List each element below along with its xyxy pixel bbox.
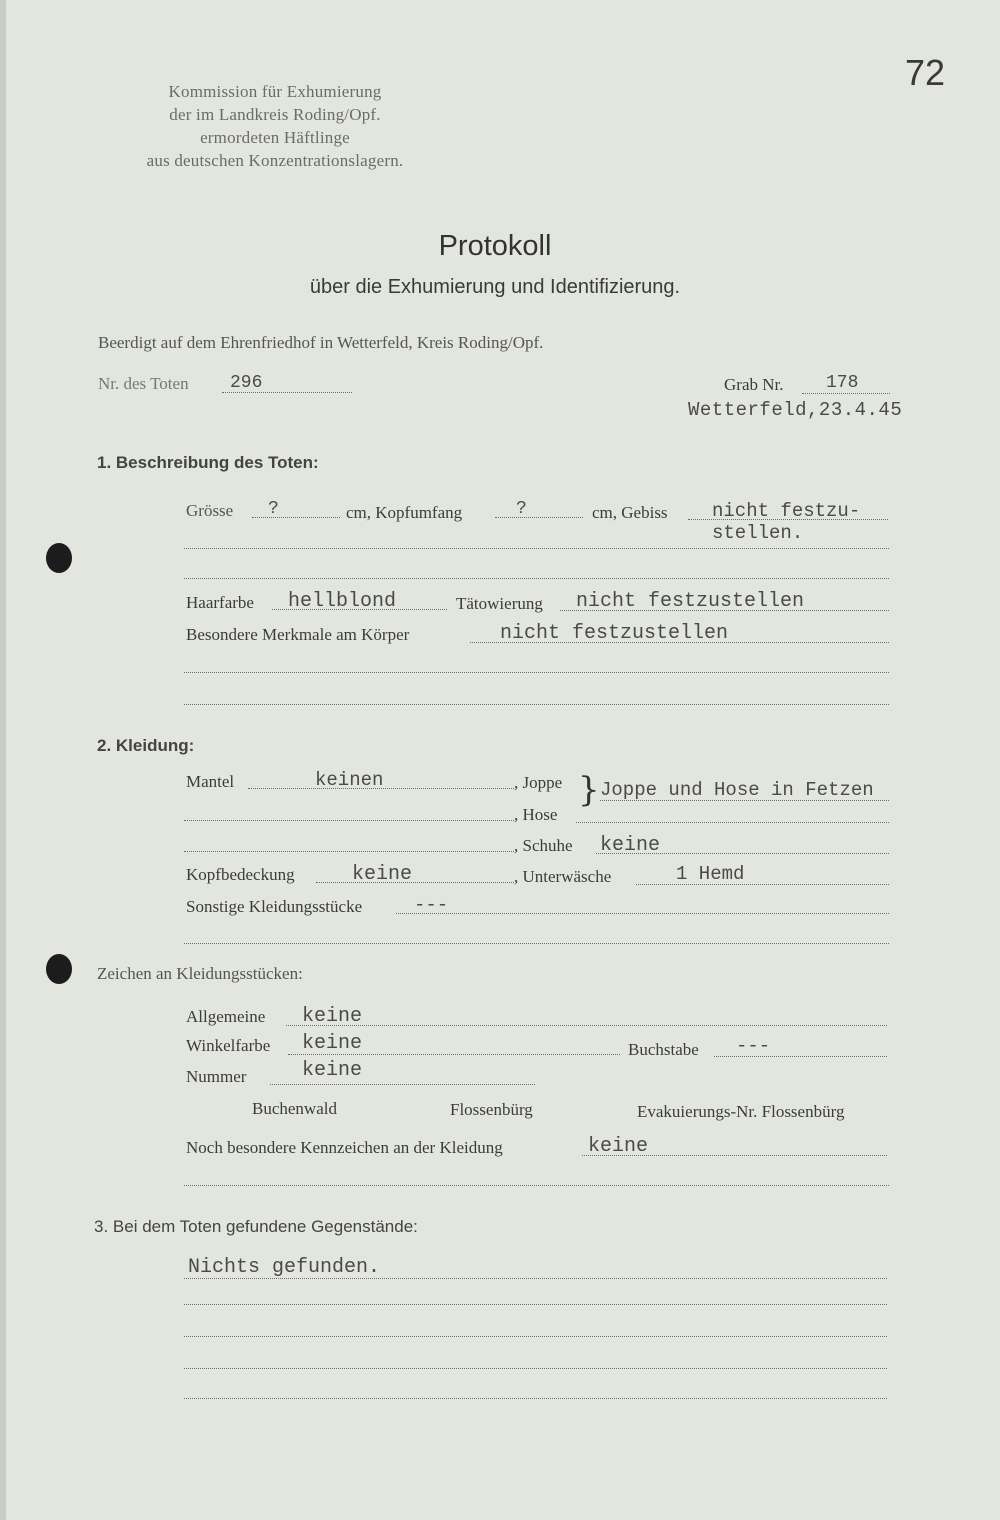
underwear-label: , Unterwäsche — [514, 867, 612, 886]
flossenbuerg-column-label: Flossenbürg — [450, 1100, 533, 1119]
page-title: Protokoll — [438, 230, 552, 262]
head-circumference-label: cm, Kopfumfang — [346, 503, 463, 522]
place-date: Wetterfeld,23.4.45 — [688, 399, 903, 421]
dead-number-value: 296 — [230, 373, 263, 393]
buchenwald-column-label: Buchenwald — [252, 1099, 337, 1118]
grave-number-label: Grab Nr. — [724, 375, 784, 394]
special-marks-label: Besondere Merkmale am Körper — [186, 625, 410, 644]
clothing-marks-heading: Zeichen an Kleidungsstücken: — [97, 964, 303, 983]
punch-hole — [46, 954, 72, 984]
section-1-heading: 1. Beschreibung des Toten: — [97, 453, 319, 472]
jacket-label: , Joppe — [514, 773, 563, 792]
special-marks-clothing-value: keine — [588, 1135, 649, 1158]
number-label: Nummer — [186, 1067, 247, 1086]
header-line: Kommission für Exhumierung — [168, 82, 382, 101]
burial-line: Beerdigt auf dem Ehrenfriedhof in Wetterfeld, Kreis Roding/Opf. — [98, 333, 544, 352]
special-marks-value: nicht festzustellen — [500, 622, 729, 645]
size-label: Grösse — [186, 501, 234, 520]
header-line: ermordeten Häftlinge — [200, 128, 350, 147]
special-marks-clothing-label: Noch besondere Kennzeichen an der Kleidung — [186, 1138, 503, 1157]
other-clothing-value: --- — [414, 894, 449, 916]
grave-number-value: 178 — [826, 373, 859, 393]
hair-color-label: Haarfarbe — [186, 593, 254, 612]
other-clothing-label: Sonstige Kleidungsstücke — [186, 897, 363, 916]
triangle-color-value: keine — [302, 1032, 363, 1055]
shoes-value: keine — [600, 834, 661, 857]
triangle-color-label: Winkelfarbe — [186, 1036, 271, 1055]
evacuation-column-label: Evakuierungs-Nr. Flossenbürg — [637, 1102, 845, 1121]
size-value: ? — [268, 499, 279, 519]
jacket-trousers-value: Joppe und Hose in Fetzen — [600, 779, 874, 801]
header-line: der im Landkreis Roding/Opf. — [169, 105, 381, 124]
general-label: Allgemeine — [186, 1007, 266, 1026]
number-value: keine — [302, 1059, 363, 1082]
hair-color-value: hellblond — [288, 590, 397, 613]
page-number: 72 — [905, 52, 946, 93]
section-2-heading: 2. Kleidung: — [97, 736, 195, 755]
punch-hole — [46, 543, 72, 573]
general-value: keine — [302, 1005, 363, 1028]
dead-number-label: Nr. des Toten — [98, 374, 189, 393]
letter-value: --- — [736, 1035, 771, 1057]
underwear-value: 1 Hemd — [676, 863, 745, 885]
shoes-label: , Schuhe — [514, 836, 573, 855]
paper-edge — [0, 0, 6, 1520]
trousers-label: , Hose — [514, 805, 558, 824]
found-items-value: Nichts gefunden. — [188, 1256, 381, 1279]
brace: } — [578, 770, 600, 810]
section-3-heading: 3. Bei dem Toten gefundene Gegenstände: — [94, 1217, 418, 1236]
coat-value: keinen — [315, 769, 384, 791]
tattoo-label: Tätowierung — [456, 594, 543, 613]
teeth-label: cm, Gebiss — [592, 503, 668, 522]
page-subtitle: über die Exhumierung und Identifizierung. — [309, 276, 681, 298]
header-line: aus deutschen Konzentrationslagern. — [146, 151, 404, 170]
coat-label: Mantel — [186, 772, 235, 791]
tattoo-value: nicht festzustellen — [576, 590, 805, 613]
headwear-value: keine — [352, 863, 413, 886]
headwear-label: Kopfbedeckung — [186, 865, 295, 884]
commission-header — [105, 80, 445, 172]
teeth-value-line2: stellen. — [712, 522, 804, 544]
letter-label: Buchstabe — [628, 1040, 699, 1059]
teeth-value-line1: nicht festzu- — [712, 500, 861, 522]
head-circumference-value: ? — [516, 499, 527, 519]
